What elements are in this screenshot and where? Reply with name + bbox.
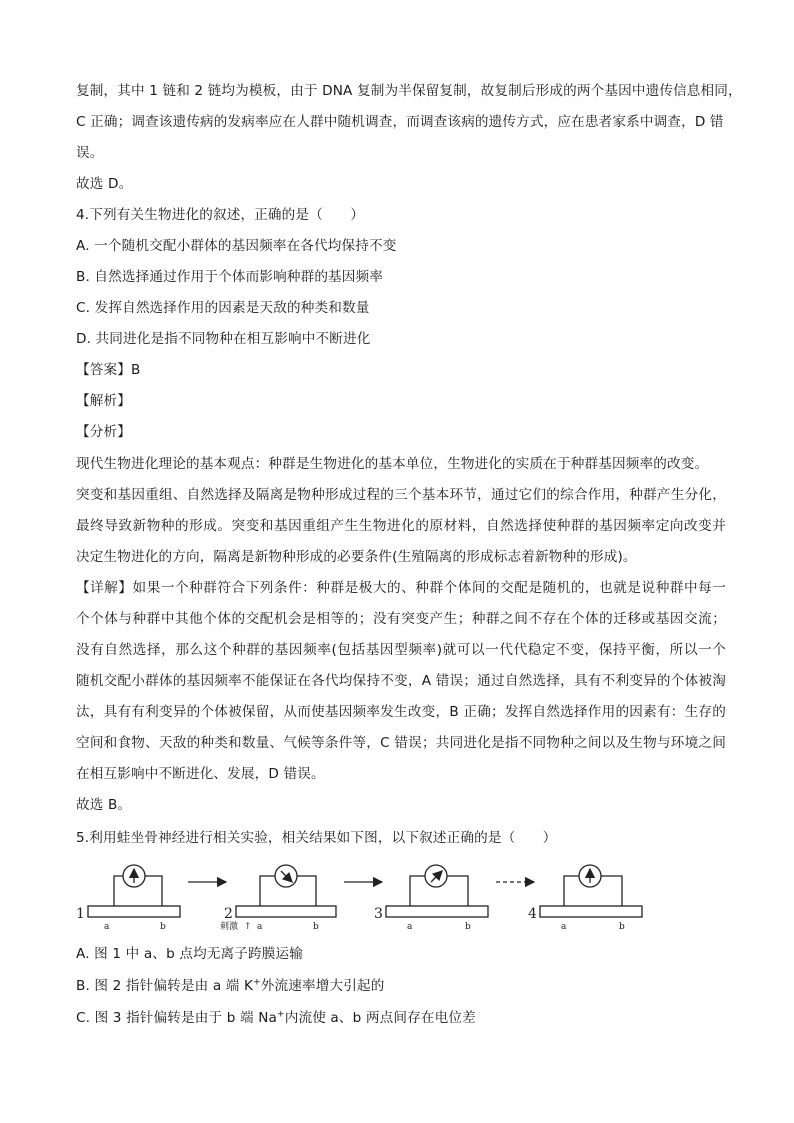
text-line: C 正确；调查该遗传病的发病率应在人群中随机调查，而调查该病的遗传方式，应在患者家系中调查，D 错 <box>76 114 724 130</box>
text-line: 决定生物进化的方向，隔离是新物种形成的必要条件(生殖隔离的形成标志着新物种的形成)。 <box>76 549 637 565</box>
option-text: B. 图 2 指针偏转是由 a 端 <box>76 978 245 994</box>
point-a-label: a <box>407 922 413 932</box>
option-text: C. 图 3 指针偏转是由于 b 端 <box>76 1010 259 1026</box>
ion-charge: + <box>277 1009 285 1020</box>
stimulus-arrow: ↑ <box>244 922 252 932</box>
nerve-fiber <box>386 906 488 917</box>
question-4-stem: 4.下列有关生物进化的叙述，正确的是（ ） <box>76 207 365 223</box>
q5-option-a <box>76 944 726 964</box>
text-line: 最终导致新物种的形成。突变和基因重组产生生物进化的原材料，自然选择使种群的基因频率定向改变并 <box>76 518 726 534</box>
option-text: 内流使 a、b 两点间存在电位差 <box>284 1010 476 1026</box>
option-text: 外流速率增大引起的 <box>260 978 385 994</box>
option-c: C. 发挥自然选择作用的因素是天敌的种类和数量 <box>76 300 370 316</box>
text-line: 故选 D。 <box>76 176 133 192</box>
text-line: 突变和基因重组、自然选择及隔离是物种形成过程的三个基本环节，通过它们的综合作用，种群产生分化， <box>76 487 726 503</box>
text-line: 现代生物进化理论的基本观点：种群是生物进化的基本单位，生物进化的实质在于种群基因频率的改变。 <box>76 456 709 472</box>
panel-1 <box>76 865 180 932</box>
option-b: B. 自然选择通过作用于个体而影响种群的基因频率 <box>76 269 384 285</box>
nerve-experiment-figure <box>76 862 646 932</box>
stimulus-label: 刺激 <box>220 922 239 932</box>
text-line: 在相互影响中不断进化、发展，D 错误。 <box>76 766 325 782</box>
point-a-label: a <box>257 922 263 932</box>
text-line: 误。 <box>76 145 104 161</box>
option-d: D. 共同进化是指不同物种在相互影响中不断进化 <box>76 331 371 347</box>
option-a: A. 一个随机交配小群体的基因频率在各代均保持不变 <box>76 238 397 254</box>
panel-3 <box>374 865 488 932</box>
panel-number: 2 <box>224 906 233 922</box>
nerve-fiber <box>540 906 642 917</box>
text-line: 故选 B。 <box>76 797 132 813</box>
panel-2 <box>220 865 336 932</box>
question-5-stem: 5.利用蛙坐骨神经进行相关实验，相关结果如下图，以下叙述正确的是（ ） <box>76 830 557 846</box>
panel-4 <box>528 865 642 932</box>
text-line: 个个体与种群中其他个体的交配机会是相等的；没有突变产生；种群之间不存在个体的迁移或基因交流； <box>76 611 726 627</box>
text-line: 汰，具有有利变异的个体被保留，从而使基因频率发生改变，B 正确；发挥自然选择作用的因素有：生存的 <box>76 704 726 720</box>
text-line: 【详解】如果一个种群符合下列条件：种群是极大的、种群个体间的交配是随机的，也就是说种群中每一 <box>76 580 726 596</box>
panel-number: 1 <box>76 906 85 922</box>
galvanometer <box>425 865 447 887</box>
point-a-label: a <box>561 922 567 932</box>
option-text: A. 图 1 中 a、b 点均无离子跨膜运输 <box>76 946 304 962</box>
ion-charge: + <box>253 977 261 988</box>
point-b-label: b <box>313 922 319 932</box>
text-line: 没有自然选择，那么这个种群的基因频率(包括基因型频率)就可以一代代稳定不变，保持平衡，所以一个 <box>76 642 726 658</box>
nerve-fiber <box>236 906 336 917</box>
text-line: 空间和食物、天敌的种类和数量、气候等条件等，C 错误；共同进化是指不同物种之间以及生物与环境之间 <box>76 735 726 751</box>
point-b-label: b <box>160 922 166 932</box>
point-a-label: a <box>104 922 110 932</box>
point-b-label: b <box>619 922 625 932</box>
nerve-fiber <box>88 906 180 917</box>
point-b-label: b <box>465 922 471 932</box>
text-line: 复制，其中 1 链和 2 链均为模板，由于 DNA 复制为半保留复制，故复制后形成的两个基因中遗传信息相同， <box>76 83 742 99</box>
q5-option-c <box>76 1008 726 1028</box>
analysis-heading: 【解析】 <box>76 393 131 409</box>
text-line: 随机交配小群体的基因频率不能保证在各代均保持不变，A 错误；通过自然选择，具有不利变异的个体被淘 <box>76 673 726 689</box>
panel-number: 4 <box>528 906 537 922</box>
answer-heading: 【答案】B <box>76 362 141 378</box>
q5-option-b <box>76 976 726 996</box>
analysis-subheading: 【分析】 <box>76 424 131 440</box>
ion-symbol: Na <box>258 1010 278 1026</box>
ion-symbol: K <box>244 978 254 994</box>
panel-number: 3 <box>374 906 383 922</box>
